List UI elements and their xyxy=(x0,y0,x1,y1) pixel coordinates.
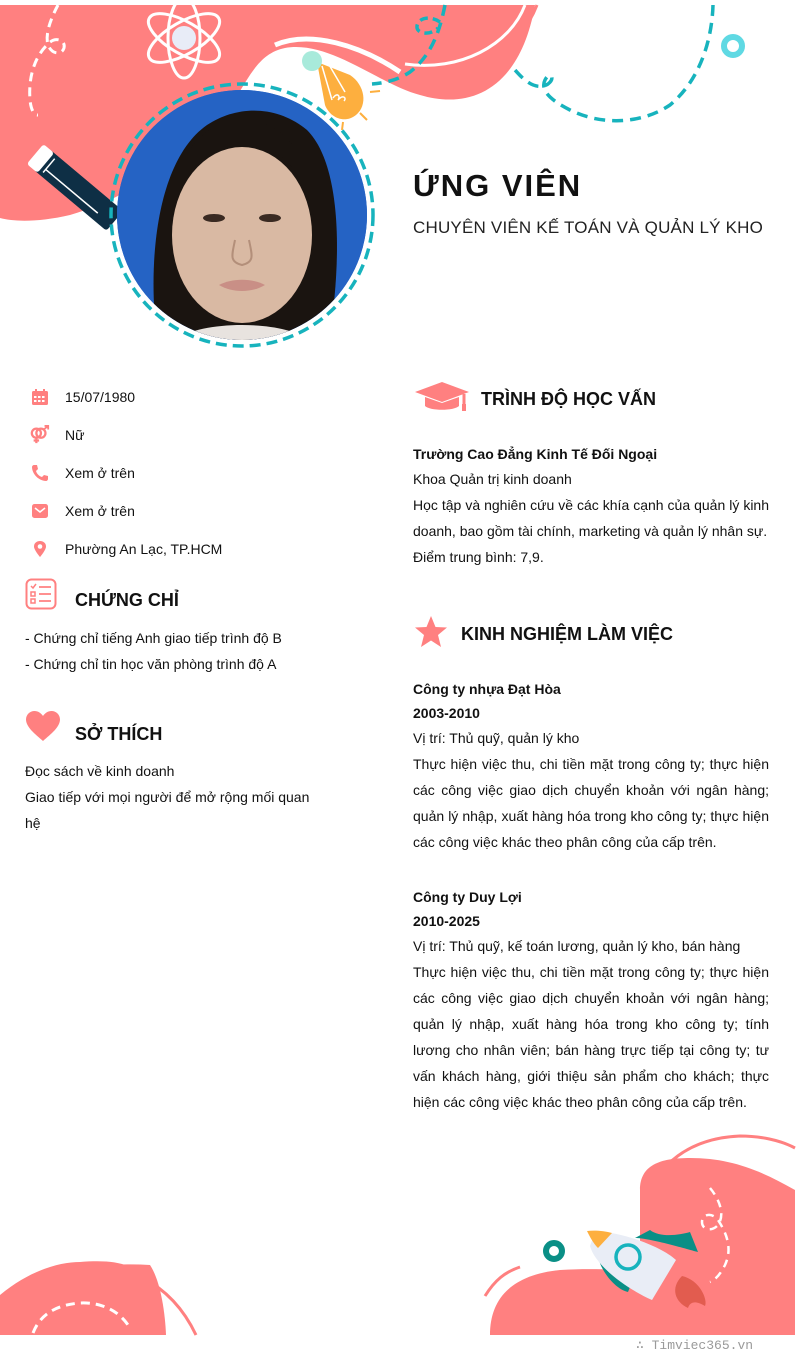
bottom-decoration xyxy=(0,1130,800,1336)
hobbies-title: SỞ THÍCH xyxy=(75,724,163,744)
job-position: Vị trí: Thủ quỹ, kế toán lương, quản lý kho, bán hàng xyxy=(413,938,741,954)
watermark: ∴ Timviec365.vn xyxy=(636,1338,754,1353)
certificate-item: - Chứng chỉ tin học văn phòng trình độ A xyxy=(25,656,277,672)
faculty-name: Khoa Quản trị kinh doanh xyxy=(413,471,572,487)
email-icon xyxy=(30,501,50,521)
portrait-image xyxy=(117,90,367,340)
experience-title: KINH NGHIỆM LÀM VIỆC xyxy=(461,624,674,644)
contact-address xyxy=(30,537,223,561)
email-value: Xem ở trên xyxy=(65,503,135,519)
contact-gender xyxy=(30,423,85,447)
birthdate-value: 15/07/1980 xyxy=(65,389,136,405)
calendar-icon xyxy=(30,387,50,407)
job-title: CHUYÊN VIÊN KẾ TOÁN VÀ QUẢN LÝ KHO xyxy=(413,218,764,237)
star-icon xyxy=(414,615,448,654)
phone-icon xyxy=(30,463,50,483)
location-pin-icon xyxy=(30,539,50,559)
education-description: Học tập và nghiên cứu về các khía cạnh của quản lý kinh doanh, bao gồm tài chính, marketing và quản lý nhân sự. xyxy=(413,497,769,539)
job-company: Công ty nhựa Đạt Hòa xyxy=(413,681,561,697)
contact-phone xyxy=(30,461,135,485)
hobbies-section-header xyxy=(25,710,162,747)
phone-value: Xem ở trên xyxy=(65,465,135,481)
school-name: Trường Cao Đẳng Kinh Tế Đối Ngoại xyxy=(413,446,658,462)
certificates-section-header xyxy=(25,578,179,615)
heart-icon xyxy=(25,710,61,747)
education-title: TRÌNH ĐỘ HỌC VẤN xyxy=(481,389,656,409)
contact-birthdate xyxy=(30,385,136,409)
job-period: 2010-2025 xyxy=(413,913,480,929)
hobby-item: Giao tiếp với mọi người để mở rộng mối quan hệ xyxy=(25,789,310,831)
checklist-icon xyxy=(25,578,57,615)
certificate-item: - Chứng chỉ tiếng Anh giao tiếp trình độ B xyxy=(25,630,282,646)
education-gpa: Điểm trung bình: 7,9. xyxy=(413,549,544,565)
profile-photo-frame xyxy=(109,82,375,348)
job-description: Thực hiện việc thu, chi tiền mặt trong công ty; thực hiện các công việc giao dịch chuyển khoản với ngân hàng; quản lý nhập, xuất hàng hóa trong kho công ty; thực hiện các công việc khác theo phân công của cấp trên. xyxy=(413,756,769,850)
job-period: 2003-2010 xyxy=(413,705,480,721)
job-position: Vị trí: Thủ quỹ, quản lý kho xyxy=(413,730,580,746)
gender-icon xyxy=(30,425,50,445)
job-description: Thực hiện việc thu, chi tiền mặt trong công ty; thực hiện các công việc giao dịch chuyển khoản với ngân hàng; quản lý nhập, xuất hàng hóa trong kho công ty; tính lương cho nhân viên; bán hàng trực tiếp tại công ty; tư vấn khách hàng, giới thiệu sản phẩm cho khách; thực hiện các công việc khác theo phân công của cấp trên. xyxy=(413,964,769,1110)
hobby-item: Đọc sách về kinh doanh xyxy=(25,763,175,779)
education-section-header xyxy=(414,380,656,419)
gender-value: Nữ xyxy=(65,427,85,443)
graduation-cap-icon xyxy=(414,380,470,419)
candidate-name: ỨNG VIÊN xyxy=(413,168,583,203)
contact-email xyxy=(30,499,135,523)
job-company: Công ty Duy Lợi xyxy=(413,889,522,905)
avatar xyxy=(117,90,367,340)
certificates-title: CHỨNG CHỈ xyxy=(75,590,179,610)
address-value: Phường An Lạc, TP.HCM xyxy=(65,541,223,557)
experience-section-header xyxy=(414,615,673,654)
